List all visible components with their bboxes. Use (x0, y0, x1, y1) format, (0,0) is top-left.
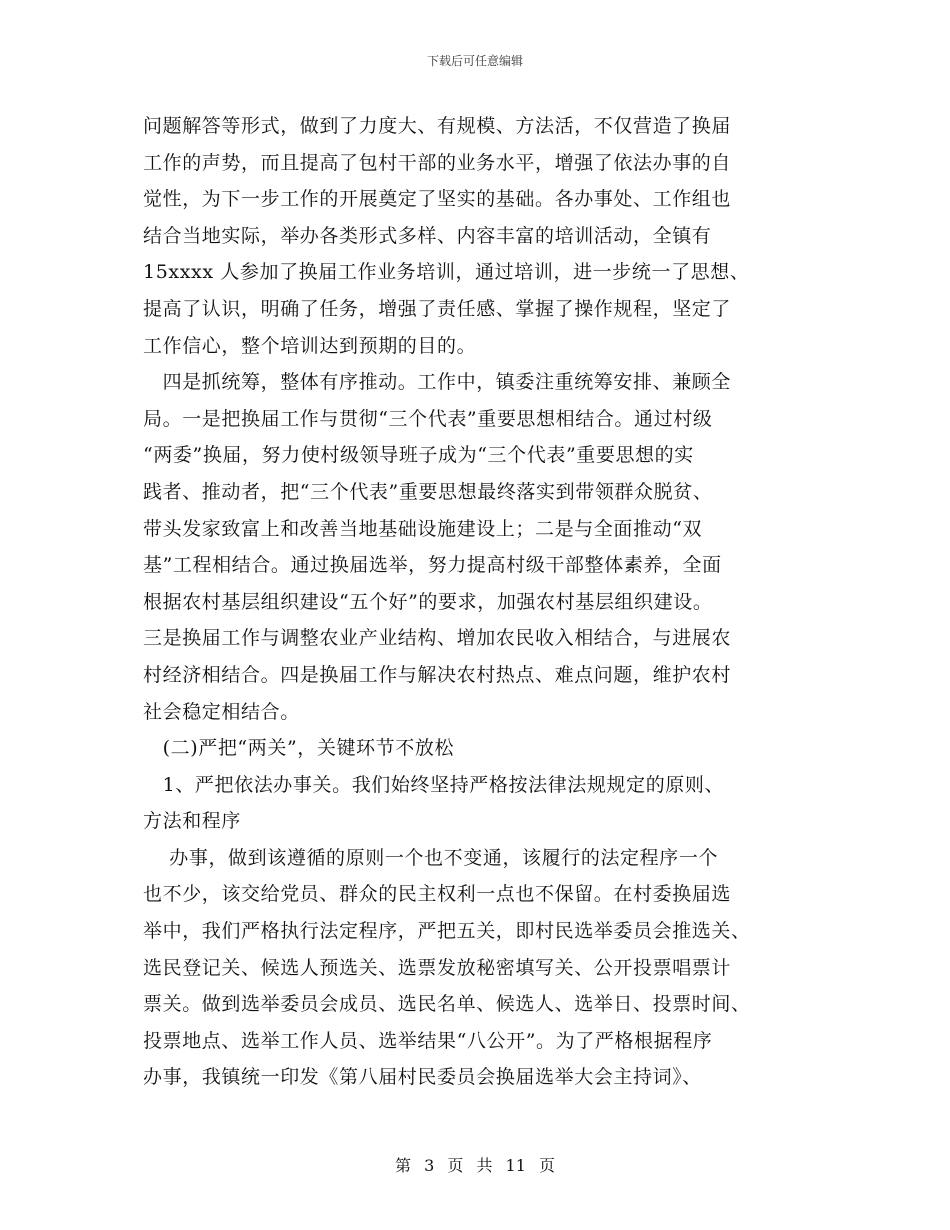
text-line: 觉性，为下一步工作的开展奠定了坚实的基础。各办事处、工作组也 (143, 188, 732, 211)
text-line: 基”工程相结合。通过换届选举，努力提高村级干部整体素养，全面 (143, 554, 722, 577)
text-line: 提高了认识，明确了任务，增强了责任感、掌握了操作规程，坚定了 (143, 297, 732, 320)
text-line: 社会稳定相结合。 (143, 700, 300, 723)
text-line: 办事，做到该遵循的原则一个也不变通，该履行的法定程序一个 (143, 846, 719, 869)
text-line: 四是抓统筹，整体有序推动。工作中，镇委注重统筹安排、兼顾全 (143, 371, 732, 394)
section-heading: (二)严把“两关”，关键环节不放松 (143, 737, 455, 760)
document-body (143, 108, 813, 1096)
text-line: 三是换届工作与调整农业产业结构、增加农民收入相结合，与进展农 (143, 627, 732, 650)
text-line: 举中，我们严格执行法定程序，严把五关，即村民选举委员会推选关、 (143, 920, 751, 943)
text-line: 结合当地实际，举办各类形式多样、内容丰富的培训活动，全镇有 (143, 224, 712, 247)
text-line: 选民登记关、候选人预选关、选票发放秘密填写关、公开投票唱票计 (143, 956, 732, 979)
text-line: 根据农村基层组织建设“五个好”的要求，加强农村基层组织建设。 (143, 590, 713, 613)
page-number-footer: 第 3 页 共 11 页 (395, 1156, 555, 1175)
page-header: 下载后可任意编辑 (426, 54, 523, 68)
text-line: 带头发家致富上和改善当地基础设施建设上；二是与全面推动“双 (143, 517, 703, 540)
text-line: 也不少，该交给党员、群众的民主权利一点也不保留。在村委换届选 (143, 883, 732, 906)
text-line: 15xxxx 人参加了换届工作业务培训，通过培训，进一步统一了思想、 (143, 261, 750, 284)
text-line: 工作的声势，而且提高了包村干部的业务水平，增强了依法办事的自 (143, 151, 732, 174)
text-line: 票关。做到选举委员会成员、选民名单、候选人、选举日、投票时间、 (143, 993, 751, 1016)
text-line: “两委”换届，努力使村级领导班子成为“三个代表”重要思想的实 (143, 444, 694, 467)
text-line: 践者、推动者，把“三个代表”重要思想最终落实到带领群众脱贫、 (143, 480, 713, 503)
text-line: 村经济相结合。四是换届工作与解决农村热点、难点问题，维护农村 (143, 663, 732, 686)
text-line: 办事，我镇统一印发《第八届村民委员会换届选举大会主持词》、 (143, 1066, 702, 1089)
text-line: 局。一是把换届工作与贯彻“三个代表”重要思想相结合。通过村级 (143, 407, 713, 430)
text-line: 投票地点、选举工作人员、选举结果“八公开”。为了严格根据程序 (143, 1029, 713, 1052)
text-line: 1、严把依法办事关。我们始终坚持严格按法律法规规定的原则、 (143, 773, 725, 796)
text-line: 方法和程序 (143, 810, 242, 833)
text-line: 工作信心，整个培训达到预期的目的。 (143, 334, 477, 357)
text-line: 问题解答等形式，做到了力度大、有规模、方法活，不仅营造了换届 (143, 115, 732, 137)
